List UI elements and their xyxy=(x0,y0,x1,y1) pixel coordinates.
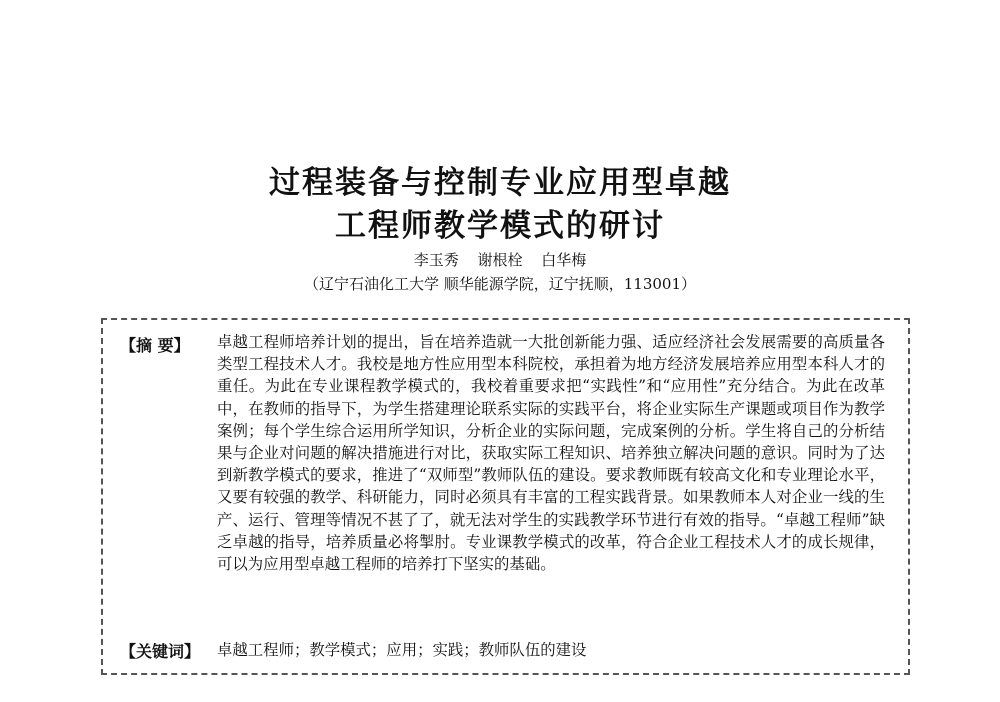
abstract-text: 卓越工程师培养计划的提出，旨在培养造就一大批创新能力强、适应经济社会发展需要的高质量各类型工程技术人才。我校是地方性应用型本科院校，承担着为地方经济发展培养应用型本科人才的重任。为此在专业课程教学模式的，我校着重要求把“实践性”和“应用性”充分结合。为此在改革中，在教师的指导下，为学生搭建理论联系实际的实践平台，将企业实际生产课题或项目作为教学案例；每个学生综合运用所学知识，分析企业的实际问题，完成案例的分析。学生将自己的分析结果与企业对问题的解决措施进行对比，获取实际工程知识、培养独立解决问题的意识。同时为了达到新教学模式的要求，推进了“双师型”教师队伍的建设。要求教师既有较高文化和专业理论水平，又要有较强的教学、科研能力，同时必须具有丰富的工程实践背景。如果教师本人对企业一线的生产、运行、管理等情况不甚了了，就无法对学生的实践教学环节进行有效的指导。“卓越工程师”缺乏卓越的指导，培养质量必将掣肘。专业课教学模式的改革，符合企业工程技术人才的成长规律，可以为应用型卓越工程师的培养打下坚实的基础。 xyxy=(217,333,885,574)
keywords-text: 卓越工程师；教学模式；应用；实践；教师队伍的建设 xyxy=(217,641,587,659)
paper-title-line-2: 工程师教学模式的研讨 xyxy=(335,208,665,244)
authors: 李玉秀 谢根栓 白华梅 xyxy=(413,251,587,269)
abstract-label: 【摘 要】 xyxy=(120,336,190,355)
keywords-label: 【关键词】 xyxy=(120,642,201,661)
paper-title-line-1: 过程装备与控制专业应用型卓越 xyxy=(269,165,731,201)
affiliation: （辽宁石油化工大学 顺华能源学院，辽宁抚顺，113001） xyxy=(303,275,697,293)
